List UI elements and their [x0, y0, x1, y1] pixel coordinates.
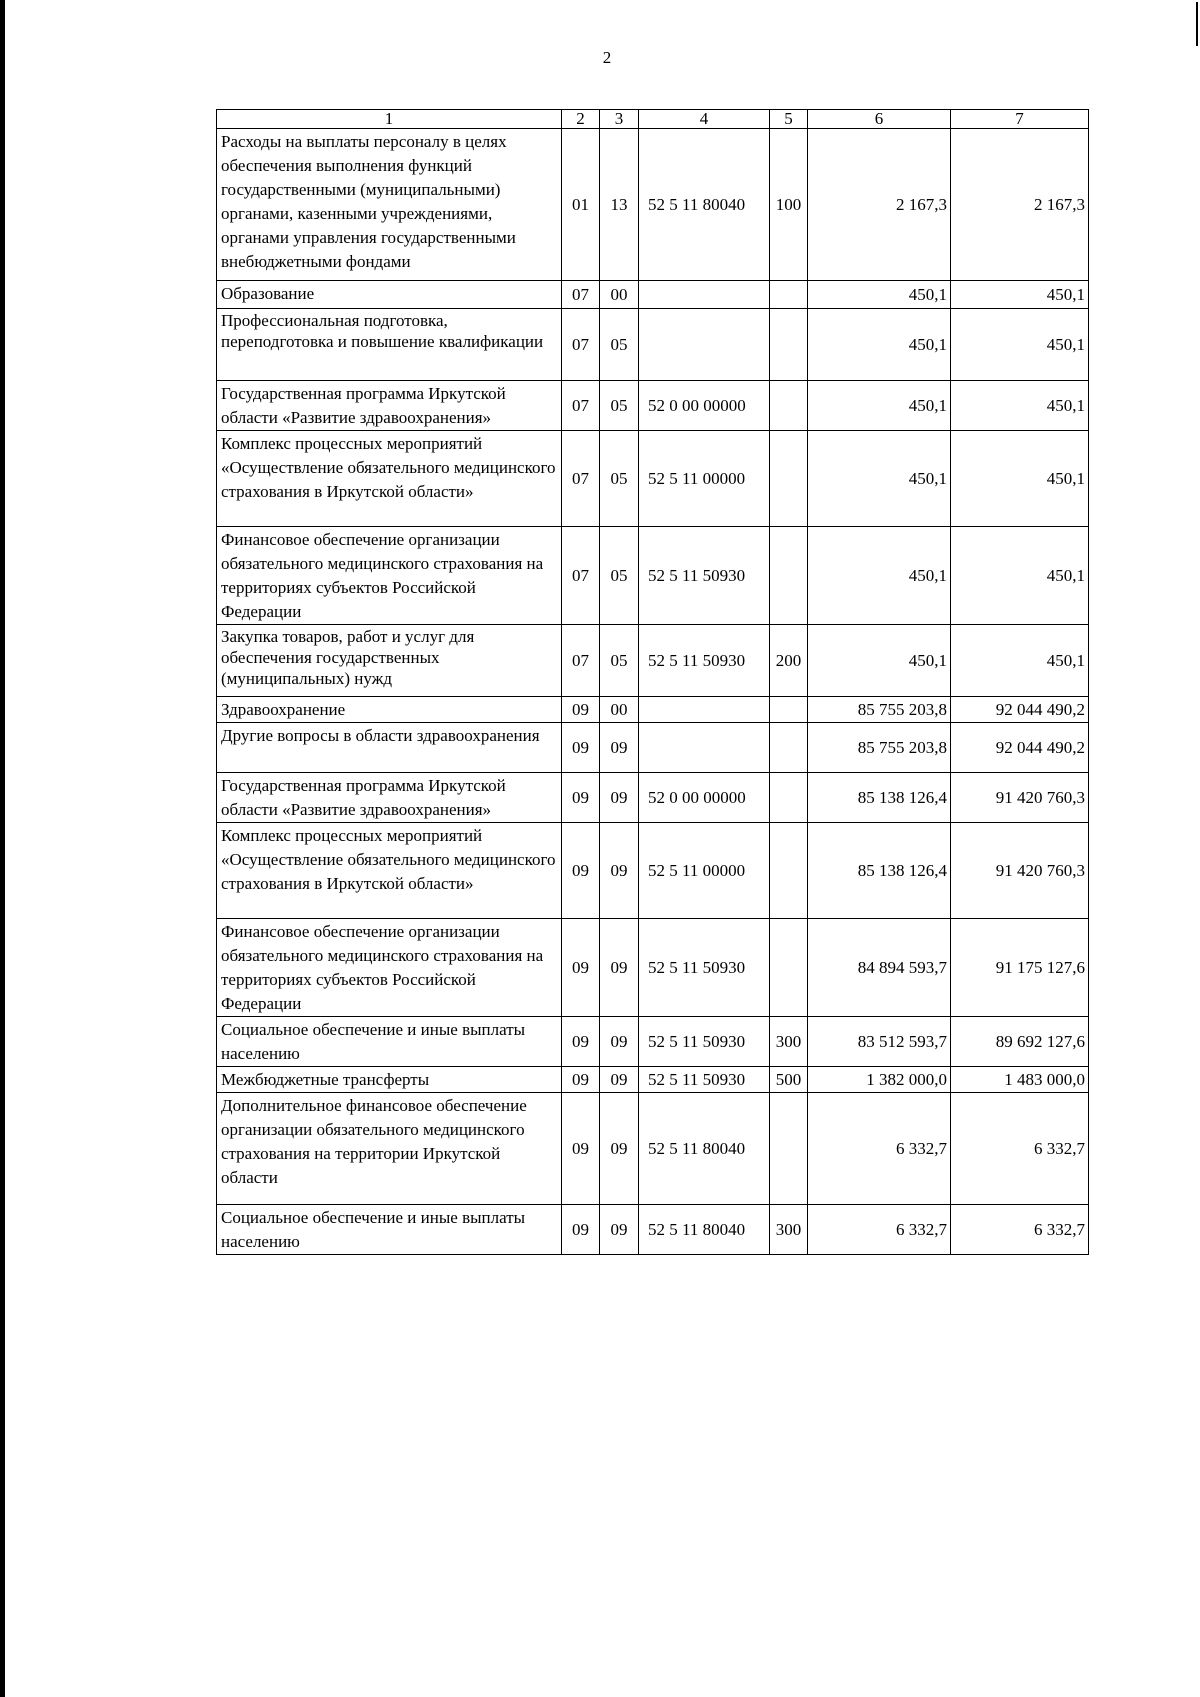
subsection-code-cell: 05	[600, 381, 639, 431]
expense-type-code-cell: 500	[770, 1067, 808, 1093]
amount-year2-cell: 91 420 760,3	[951, 773, 1089, 823]
table-row	[217, 1205, 1089, 1255]
table-row	[217, 1067, 1089, 1093]
expense-type-code-cell	[770, 431, 808, 527]
expense-type-code-cell	[770, 919, 808, 1017]
header-cell: 6	[808, 110, 951, 129]
table-row	[217, 381, 1089, 431]
amount-year2-cell: 450,1	[951, 431, 1089, 527]
amount-year2-cell: 92 044 490,2	[951, 723, 1089, 773]
section-code-cell: 07	[562, 381, 600, 431]
subsection-code-cell: 05	[600, 431, 639, 527]
section-code-cell: 01	[562, 129, 600, 281]
item-name-cell: Финансовое обеспечение организации обязательного медицинского страхования на территориях субъектов Российской Федерации	[217, 527, 562, 625]
amount-year1-cell: 450,1	[808, 625, 951, 697]
expense-type-code-cell: 100	[770, 129, 808, 281]
item-name-cell: Профессиональная подготовка, переподготовка и повышение квалификации	[217, 309, 562, 381]
amount-year2-cell: 91 420 760,3	[951, 823, 1089, 919]
amount-year2-cell: 2 167,3	[951, 129, 1089, 281]
target-item-code-cell	[639, 281, 770, 309]
table-row	[217, 1017, 1089, 1067]
expense-type-code-cell: 200	[770, 625, 808, 697]
target-item-code-cell: 52 0 00 00000	[639, 773, 770, 823]
target-item-code-cell: 52 5 11 50930	[639, 1017, 770, 1067]
amount-year2-cell: 450,1	[951, 281, 1089, 309]
amount-year1-cell: 85 138 126,4	[808, 823, 951, 919]
section-code-cell: 09	[562, 919, 600, 1017]
header-cell: 1	[217, 110, 562, 129]
section-code-cell: 09	[562, 1093, 600, 1205]
budget-table	[216, 109, 1089, 1255]
subsection-code-cell: 09	[600, 723, 639, 773]
item-name-cell: Здравоохранение	[217, 697, 562, 723]
target-item-code-cell: 52 5 11 50930	[639, 625, 770, 697]
amount-year1-cell: 1 382 000,0	[808, 1067, 951, 1093]
page-number: 2	[602, 48, 612, 67]
table-row	[217, 697, 1089, 723]
target-item-code-cell	[639, 723, 770, 773]
scan-right-mark	[1196, 2, 1198, 46]
amount-year1-cell: 6 332,7	[808, 1205, 951, 1255]
amount-year2-cell: 92 044 490,2	[951, 697, 1089, 723]
item-name-cell: Комплекс процессных мероприятий «Осуществление обязательного медицинского страхования в Иркутской области»	[217, 823, 562, 919]
section-code-cell: 09	[562, 697, 600, 723]
subsection-code-cell: 00	[600, 697, 639, 723]
amount-year2-cell: 91 175 127,6	[951, 919, 1089, 1017]
item-name-cell: Государственная программа Иркутской области «Развитие здравоохранения»	[217, 381, 562, 431]
expense-type-code-cell: 300	[770, 1205, 808, 1255]
subsection-code-cell: 09	[600, 1067, 639, 1093]
subsection-code-cell: 09	[600, 773, 639, 823]
amount-year1-cell: 2 167,3	[808, 129, 951, 281]
expense-type-code-cell	[770, 773, 808, 823]
item-name-cell: Дополнительное финансовое обеспечение организации обязательного медицинского страхования на территории Иркутской области	[217, 1093, 562, 1205]
item-name-cell: Государственная программа Иркутской области «Развитие здравоохранения»	[217, 773, 562, 823]
amount-year2-cell: 89 692 127,6	[951, 1017, 1089, 1067]
subsection-code-cell: 05	[600, 625, 639, 697]
section-code-cell: 07	[562, 431, 600, 527]
item-name-cell: Закупка товаров, работ и услуг для обеспечения государственных (муниципальных) нужд	[217, 625, 562, 697]
amount-year2-cell: 450,1	[951, 625, 1089, 697]
expense-type-code-cell	[770, 527, 808, 625]
section-code-cell: 09	[562, 1205, 600, 1255]
table-row	[217, 823, 1089, 919]
target-item-code-cell: 52 5 11 80040	[639, 129, 770, 281]
subsection-code-cell: 09	[600, 1017, 639, 1067]
header-cell: 4	[639, 110, 770, 129]
amount-year1-cell: 84 894 593,7	[808, 919, 951, 1017]
subsection-code-cell: 09	[600, 1093, 639, 1205]
table-row	[217, 527, 1089, 625]
table-row	[217, 1093, 1089, 1205]
amount-year1-cell: 83 512 593,7	[808, 1017, 951, 1067]
amount-year1-cell: 450,1	[808, 431, 951, 527]
table-row	[217, 625, 1089, 697]
expense-type-code-cell: 300	[770, 1017, 808, 1067]
table-row	[217, 773, 1089, 823]
amount-year2-cell: 1 483 000,0	[951, 1067, 1089, 1093]
table-row	[217, 281, 1089, 309]
item-name-cell: Расходы на выплаты персоналу в целях обеспечения выполнения функций государственными (муниципальными) органами, казенными учреждениями, органами управления государственными внебюджетными фондами	[217, 129, 562, 281]
header-cell: 3	[600, 110, 639, 129]
target-item-code-cell: 52 5 11 50930	[639, 919, 770, 1017]
subsection-code-cell: 13	[600, 129, 639, 281]
item-name-cell: Комплекс процессных мероприятий «Осуществление обязательного медицинского страхования в Иркутской области»	[217, 431, 562, 527]
target-item-code-cell: 52 5 11 80040	[639, 1093, 770, 1205]
amount-year1-cell: 85 755 203,8	[808, 697, 951, 723]
subsection-code-cell: 09	[600, 919, 639, 1017]
expense-type-code-cell	[770, 1093, 808, 1205]
amount-year1-cell: 85 755 203,8	[808, 723, 951, 773]
amount-year2-cell: 450,1	[951, 527, 1089, 625]
target-item-code-cell: 52 0 00 00000	[639, 381, 770, 431]
subsection-code-cell: 09	[600, 823, 639, 919]
expense-type-code-cell	[770, 823, 808, 919]
item-name-cell: Межбюджетные трансферты	[217, 1067, 562, 1093]
amount-year1-cell: 450,1	[808, 281, 951, 309]
table-row	[217, 431, 1089, 527]
item-name-cell: Образование	[217, 281, 562, 309]
amount-year1-cell: 450,1	[808, 527, 951, 625]
subsection-code-cell: 09	[600, 1205, 639, 1255]
item-name-cell: Социальное обеспечение и иные выплаты населению	[217, 1205, 562, 1255]
expense-type-code-cell	[770, 697, 808, 723]
section-code-cell: 07	[562, 527, 600, 625]
expense-type-code-cell	[770, 381, 808, 431]
expense-type-code-cell	[770, 281, 808, 309]
header-cell: 7	[951, 110, 1089, 129]
scan-left-edge	[0, 0, 5, 1697]
table-row	[217, 723, 1089, 773]
amount-year2-cell: 450,1	[951, 309, 1089, 381]
expense-type-code-cell	[770, 723, 808, 773]
section-code-cell: 07	[562, 625, 600, 697]
target-item-code-cell	[639, 697, 770, 723]
table-row	[217, 309, 1089, 381]
amount-year2-cell: 6 332,7	[951, 1093, 1089, 1205]
section-code-cell: 09	[562, 1067, 600, 1093]
subsection-code-cell: 05	[600, 309, 639, 381]
section-code-cell: 07	[562, 281, 600, 309]
target-item-code-cell: 52 5 11 80040	[639, 1205, 770, 1255]
item-name-cell: Социальное обеспечение и иные выплаты населению	[217, 1017, 562, 1067]
item-name-cell: Другие вопросы в области здравоохранения	[217, 723, 562, 773]
expense-type-code-cell	[770, 309, 808, 381]
subsection-code-cell: 05	[600, 527, 639, 625]
section-code-cell: 09	[562, 723, 600, 773]
target-item-code-cell: 52 5 11 50930	[639, 527, 770, 625]
table-row	[217, 919, 1089, 1017]
target-item-code-cell: 52 5 11 00000	[639, 823, 770, 919]
amount-year1-cell: 6 332,7	[808, 1093, 951, 1205]
amount-year2-cell: 450,1	[951, 381, 1089, 431]
section-code-cell: 09	[562, 1017, 600, 1067]
section-code-cell: 07	[562, 309, 600, 381]
table-header-row	[217, 110, 1089, 129]
target-item-code-cell: 52 5 11 00000	[639, 431, 770, 527]
amount-year2-cell: 6 332,7	[951, 1205, 1089, 1255]
amount-year1-cell: 450,1	[808, 381, 951, 431]
header-cell: 2	[562, 110, 600, 129]
section-code-cell: 09	[562, 773, 600, 823]
table-row	[217, 129, 1089, 281]
subsection-code-cell: 00	[600, 281, 639, 309]
amount-year1-cell: 450,1	[808, 309, 951, 381]
item-name-cell: Финансовое обеспечение организации обязательного медицинского страхования на территориях субъектов Российской Федерации	[217, 919, 562, 1017]
target-item-code-cell: 52 5 11 50930	[639, 1067, 770, 1093]
amount-year1-cell: 85 138 126,4	[808, 773, 951, 823]
section-code-cell: 09	[562, 823, 600, 919]
target-item-code-cell	[639, 309, 770, 381]
header-cell: 5	[770, 110, 808, 129]
